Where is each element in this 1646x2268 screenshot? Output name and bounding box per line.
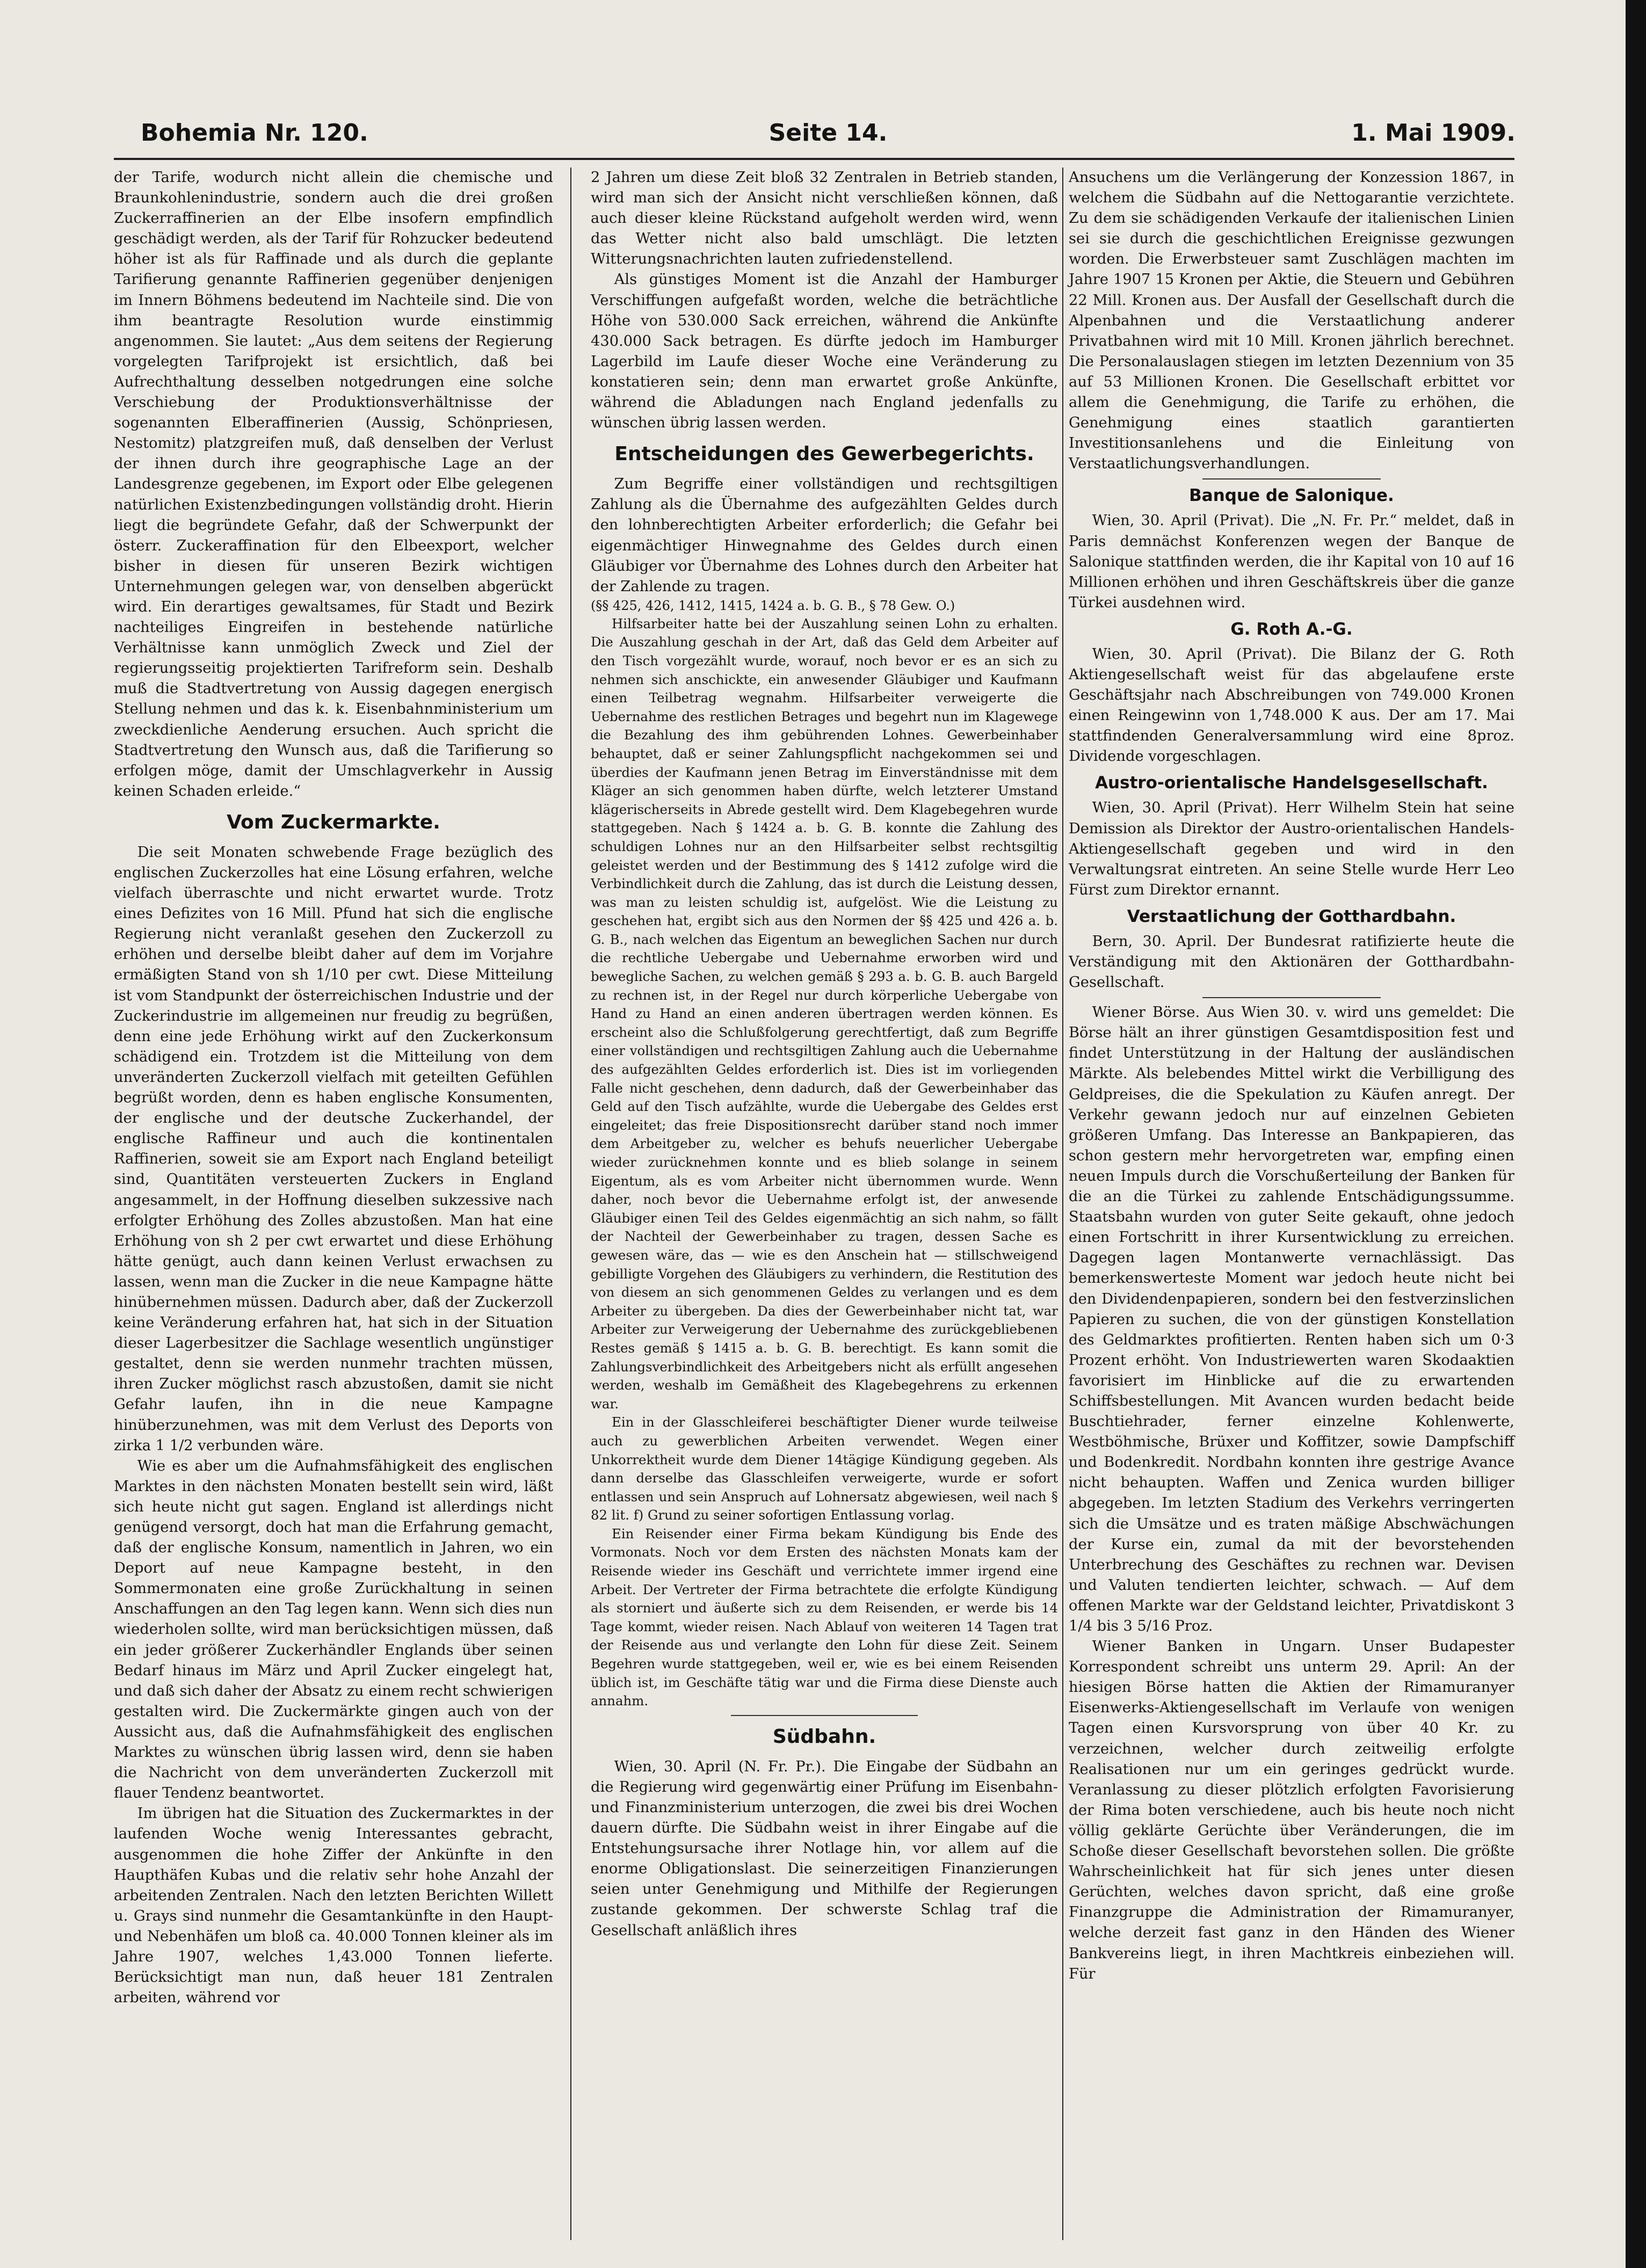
- court-cases: [591, 615, 1058, 1711]
- header-publication: Bohemia Nr. 120.: [141, 119, 368, 147]
- article-text: Wien, 30. April (N. Fr. Pr.). Die Eingabe der Südbahn an die Regierung wird gegenwärtig einer Prüfung im Eisenbahn- und Finanzministerium unterzogen, die zwei bis drei Wochen dauern dürfte. Die Südbahn weist in ihrer Eingabe auf die Entstehungsursache ihrer Notlage hin, vor allem auf die enorme Obligationslast. Die seinerzeitigen Finanzierungen seien unter Genehmigung und Mithilfe der Regierungen zustande gekommen. Der schwerste Schlag traf die Gesellschaft anläßlich ihres: [591, 1758, 1058, 1939]
- headline-austro-orientalische: Austro-orientalische Handelsgesellschaft.: [1095, 773, 1488, 793]
- column-1: [114, 168, 553, 2008]
- article-text: 2 Jahren um diese Zeit bloß 32 Zentralen in Betrieb standen, wird man sich der Ansicht nicht verschließen können, daß auch dieser kleine Rückstand aufgeholt werden wird, wenn das Wetter nicht also bald umschlägt. Die letzten Witterungsnachrichten lauten zufriedenstellend.: [591, 169, 1058, 268]
- article-text: Ein in der Glasschleiferei beschäftigter Diener wurde teilweise auch zu gewerblichen Arbeiten verwendet. Wegen einer Unkorrektheit wurde dem Diener 14tägige Kündigung gegeben. Als dann derselbe das Glasschleifen verweigerte, wurde er sofort entlassen und sein Anspruch auf Lohnersatz abgewiesen, weil nach § 82 lit. f) Grund zu seiner sofortigen Entlassung vorlag.: [591, 1414, 1058, 1523]
- section-divider: [731, 1715, 918, 1716]
- headline-zuckermarkt: Vom Zuckermarkte.: [227, 811, 440, 833]
- column-rule-1: [570, 168, 571, 2240]
- column-rule-2: [1062, 168, 1063, 2240]
- legal-reference: (§§ 425, 426, 1412, 1415, 1424 a. b. G. B., § 78 Gew. O.): [591, 598, 955, 613]
- article-text: Wien, 30. April (Privat). Herr Wilhelm Stein hat seine Demission als Direktor der Austro-orientalischen Handels-Aktiengesellschaft gegeben und wird in den Verwaltungsrat eintreten. An seine Stelle wurde Herr Leo Fürst zum Direktor ernannt.: [1069, 799, 1514, 898]
- article-lead: Zum Begriffe einer vollständigen und rechtsgiltigen Zahlung als die Übernahme des aufgezählten Geldes durch den lohnberechtigten Arbeiter erforderlich; die Gefahr bei eigenmächtiger Hinwegnahme des Geldes durch einen Gläubiger vor Übernahme des Lohnes durch den Arbeiter hat der Zahlende zu tragen.: [591, 476, 1058, 595]
- section-divider: [1202, 478, 1381, 479]
- article-text: Wien, 30. April (Privat). Die „N. Fr. Pr.“ meldet, daß in Paris demnächst Konferenzen wegen der Banque de Salonique stattfinden werden, die ihr Kapital von 10 auf 16 Millionen erhöhen und ihren Geschäftskreis über die ganze Türkei ausdehnen wird.: [1069, 512, 1514, 611]
- article-text: Ansuchens um die Verlängerung der Konzession 1867, in welchem die Südbahn auf die Nettogarantie verzichtete. Zu dem sie schädigenden Verkaufe der italienischen Linien sei sie durch die geschichtlichen Ereignisse gezwungen worden. Die Erwerbsteuer samt Zuschlägen machten im Jahre 1907 15 Kronen per Aktie, die Steuern und Gebühren 22 Mill. Kronen aus. Der Ausfall der Gesellschaft durch die Alpenbahnen und die Verstaatlichung anderer Privatbahnen wird mit 10 Mill. Kronen jährlich berechnet. Die Personalauslagen stiegen im letzten Dezennium von 35 auf 53 Millionen Kronen. Die Gesellschaft erbittet vor allem die Genehmigung, die Tarife zu erhöhen, die Genehmigung eines staatlich garantierten Investitionsanlehens und die Einleitung von Verstaatlichungsverhandlungen.: [1069, 169, 1514, 473]
- headline-gotthardbahn: Verstaatlichung der Gotthardbahn.: [1127, 906, 1456, 926]
- header-date: 1. Mai 1909.: [1351, 119, 1516, 147]
- article-text: Ein Reisender einer Firma bekam Kündigung bis Ende des Vormonats. Noch vor dem Ersten des nächsten Monats kam der Reisende wieder ins Geschäft und verrichtete immer irgend eine Arbeit. Der Vertreter der Firma betrachtete die erfolgte Kündigung als storniert und äußerte sich zu dem Reisenden, er werde bis 14 Tage kommt, wieder reisen. Nach Ablauf von weiteren 14 Tagen trat der Reisende aus und verlangte den Lohn für diese Zeit. Seinem Begehren wurde stattgegeben, weil er, wie es bei einem Reisenden üblich ist, im Geschäfte tätig war und die Firma diese Dienste auch annahm.: [591, 1525, 1058, 1709]
- column-3: [1069, 168, 1514, 1985]
- section-divider: [1202, 997, 1381, 998]
- article-text: der Tarife, wodurch nicht allein die chemische und Braunkohlenindustrie, sondern auch die drei großen Zuckerraffinerien an der Elbe insofern empfindlich geschädigt werden, als der Tarif für Rohzucker bedeutend höher ist als für Raffinade und als durch die geplante Tarifierung genannte Raffinerien gegenüber denjenigen im Innern Böhmens bedeutend im Nachteile sind. Die von ihm beantragte Resolution wurde einstimmig angenommen. Sie lautet: „Aus dem seitens der Regierung vorgelegten Tarifprojekt ist ersichtlich, daß bei Aufrechthaltung desselben notgedrungen eine solche Verschiebung der Produktionsverhältnisse der sogenannten Elberaffinerien (Aussig, Schönpriesen, Nestomitz) platzgreifen muß, daß denselben der Verlust der ihnen durch ihre geographische Lage an der Landesgrenze gegebenen, im Export oder Elbe gelegenen natürlichen Existenzbedingungen vollständig droht. Hierin liegt die begründete Gefahr, daß der Schwerpunkt der österr. Zuckeraffination für den Elbeexport, welcher bisher in diesen für unseren Bezirk wichtigen Unternehmungen gelegen war, von denselben abgerückt wird. Ein derartiges gewaltsames, für Stadt und Bezirk nachteiliges Eingreifen in bestehende natürliche Verhältnisse kann unmöglich Zweck und Ziel der regierungsseitig projektierten Tarifreform sein. Deshalb muß die Stadtvertretung von Aussig dagegen energisch Stellung nehmen und das k. k. Eisenbahnministerium um zweckdienliche Aenderung ersuchen. Auch spricht die Stadtvertretung den Wunsch aus, daß die Tarifierung so erfolgen möge, damit der Umschlagverkehr in Aussig keinen Schaden erleide.“: [114, 169, 553, 799]
- header-page-number: Seite 14.: [768, 119, 888, 147]
- headline-banque-salonique: Banque de Salonique.: [1189, 486, 1394, 506]
- page-header: [141, 119, 1516, 151]
- article-text: Hilfsarbeiter hatte bei der Auszahlung seinen Lohn zu erhalten. Die Auszahlung geschah in der Art, daß das Geld dem Arbeiter auf den Tisch vorgezählt wurde, worauf, noch bevor er es an sich zu nehmen sich anschickte, ein anwesender Gläubiger und Kaufmann einen Teilbetrag wegnahm. Hilfsarbeiter verweigerte die Uebernahme des restlichen Betrages und begehrt nun im Klagewege die Bezahlung des ihm gebührenden Lohnes. Gewerbeinhaber behauptet, daß er seiner Zahlungspflicht nachgekommen sei und überdies der Kaufmann jenen Betrag im Einverständnisse mit dem Kläger an sich genommen haben dürfte, welch letzterer Umstand klägerischerseits in Abrede gestellt wird. Dem Klagebegehren wurde stattgegeben. Nach § 1424 a. b. G. B. konnte die Zahlung des schuldigen Lohnes nur an den Hilfsarbeiter selbst rechtsgiltig geleistet werden und der Bestimmung des § 1412 zufolge wird die Verbindlichkeit durch die Zahlung, das ist durch die Leistung dessen, was man zu leisten schuldig ist, aufgelöst. Wie die Leistung zu geschehen hat, ergibt sich aus den Normen der §§ 425 und 426 a. b. G. B., nach welchen das Eigentum an beweglichen Sachen nur durch die rechtliche Uebergabe und Uebernahme erworben wird und bewegliche Sachen, zu welchen gemäß § 293 a. b. G. B. auch Bargeld zu rechnen ist, in der Regel nur durch körperliche Uebergabe von Hand zu Hand an einen anderen übertragen werden können. Es erscheint also die Schlußfolgerung gerechtfertigt, daß zum Begriffe einer vollständigen und rechtsgiltigen Zahlung auch die Uebernahme des aufgezählten Geldes erforderlich ist. Dies ist im vorliegenden Falle nicht geschehen, denn dadurch, daß der Gewerbeinhaber das Geld auf den Tisch aufzählte, wurde die Uebergabe des Geldes erst eingeleitet; das freie Dispositionsrecht darüber stand noch immer dem Arbeitgeber zu, welcher es behufs neuerlicher Uebergabe wieder zurücknehmen konnte und es blieb solange in seinem Eigentum, als es vom Arbeiter nicht übernommen wurde. Wenn daher, noch bevor die Uebernahme erfolgt ist, der anwesende Gläubiger einen Teil des Geldes eigenmächtig an sich nahm, so fällt der Nachteil der Gewerbeinhaber zu tragen, dessen Sache es gewesen wäre, das — wie es den Anschein hat — stillschweigend gebilligte Vorgehen des Gläubigers zu verhindern, die Restitution des von diesem an sich genommenen Geldes zu verlangen und es dem Arbeiter zu übergeben. Da dies der Gewerbeinhaber nicht tat, war Arbeiter zur Verweigerung der Uebernahme des zurückgebliebenen Restes gemäß § 1415 a. b. G. B. berechtigt. Es kann somit die Zahlungsverbindlichkeit des Arbeitgebers nicht als erfüllt angesehen werden, weshalb im Gemäßheit des Klagebegehrens zu erkennen war.: [591, 615, 1058, 1412]
- column-2: [591, 168, 1058, 1941]
- headline-roth: G. Roth A.-G.: [1230, 619, 1353, 639]
- article-banken-ungarn: Wiener Banken in Ungarn. Unser Budapester Korrespondent schreibt uns unterm 29. April: An der hiesigen Börse hatten die Aktien der Rimamuranyer Eisenwerks-Aktiengesellschaft im Verlaufe von wenigen Tagen einen Kursvorsprung von über 40 Kr. zu verzeichnen, welcher durch zeitweilig erfolgte Realisationen nur um ein geringes gedrückt wurde. Veranlassung zu dieser plötzlich erfolgten Favorisierung der Rima boten verschiedene, auch bis heute noch nicht völlig geklärte Gerüchte über Veränderungen, die im Schoße dieser Gesellschaft bevorstehen sollen. Die größte Wahrscheinlichkeit hat für sich jenes unter diesen Gerüchten, welches davon spricht, daß eine große Finanzgruppe die Administration der Rimamuranyer, welche derzeit fast ganz in den Händen des Wiener Bankvereins liegt, in ihren Machtkreis einbeziehen will. Für: [1069, 1638, 1514, 1982]
- headline-gewerbegericht: Entscheidungen des Gewerbegerichts.: [614, 443, 1034, 466]
- article-text: Die seit Monaten schwebende Frage bezüglich des englischen Zuckerzolles hat eine Lösung erfahren, welche vielfach überraschte und nicht erwartet wurde. Trotz eines Defizites von 16 Mill. Pfund hat sich die englische Regierung nicht veranlaßt gesehen den Zuckerzoll zu erhöhen und derselbe bleibt daher auf dem im Vorjahre ermäßigten Stand von sh 1/10 per cwt. Diese Mitteilung ist vom Standpunkt der österreichischen Industrie und der Zuckerindustrie im allgemeinen nur freudig zu begrüßen, denn eine jede Erhöhung wirkt auf den Zuckerkonsum schädigend ein. Trotzdem ist die Mitteilung von dem unveränderten Zuckerzoll vielfach mit geteilten Gefühlen begrüßt worden, denn es haben englische Konsumenten, der englische und der deutsche Zuckerhandel, der englische Raffineur und auch die kontinentalen Raffinerien, soweit sie am Export nach England beteiligt sind, Quantitäten versteuerten Zuckers in England angesammelt, in der Hoffnung dieselben sukzessive nach erfolgter Erhöhung des Zolles abzustoßen. Man hat eine Erhöhung von sh 2 per cwt erwartet und diese Erhöhung hätte genügt, auch dann keinen Verlust erwachsen zu lassen, wenn man die Zucker in die neue Kampagne hätte hinübernehmen müssen. Dadurch aber, daß der Zuckerzoll keine Veränderung erfahren hat, hat sich in der Situation dieser Lagerbesitzer die Sachlage wesentlich ungünstiger gestaltet, denn sie werden nunmehr trachten müssen, ihren Zucker möglichst rasch abzustoßen, damit sie nicht Gefahr laufen, ihn in die neue Kampagne hinüberzunehmen, was mit dem Verlust des Deports von zirka 1 1/2 verbunden wäre.: [114, 844, 553, 1454]
- header-rule: [114, 158, 1514, 160]
- scan-dark-edge: [1626, 0, 1646, 2268]
- article-text: Bern, 30. April. Der Bundesrat ratifizierte heute die Verständigung mit den Aktionären der Gotthardbahn-Gesellschaft.: [1069, 933, 1514, 991]
- article-text: Im übrigen hat die Situation des Zuckermarktes in der laufenden Woche wenig Interessantes gebracht, ausgenommen die hohe Ziffer der Ankünfte in den Haupthäfen Kubas und die relativ sehr hohe Anzahl der arbeitenden Zentralen. Nach den letzten Berichten Willett u. Grays sind nunmehr die Gesamtankünfte in den Haupt- und Nebenhäfen um bloß ca. 40.000 Tonnen kleiner als im Jahre 1907, welches 1,43.000 Tonnen lieferte. Berücksichtigt man nun, daß heuer 181 Zentralen arbeiten, während vor: [114, 1805, 553, 2007]
- article-boerse: Wiener Börse. Aus Wien 30. v. wird uns gemeldet: Die Börse hält an ihrer günstigen Gesamtdisposition fest und findet Unterstützung in der Haltung der ausländischen Märkte. Als belebendes Mittel wirkt die Verbilligung des Geldpreises, die die Spekulation zu Käufen anregt. Der Verkehr gewann jedoch nur auf einzelnen Gebieten größeren Umfang. Das Interesse an Bankpapieren, das schon gestern mehr hervorgetreten war, empfing einen neuen Impuls durch die Vorschußerteilung der Banken für die an die Türkei zu zahlende Entschädigungssumme. Staatsbahn wurden von guter Seite gekauft, ohne jedoch einen Fortschritt in ihrer Kursentwicklung zu erreichen. Dagegen lagen Montanwerte vernachlässigt. Das bemerkenswerteste Moment war jedoch heute nicht bei den Dividendenpapieren, sondern bei den festverzinslichen Papieren zu suchen, die von der günstigen Konstellation des Geldmarktes profitierten. Renten haben sich um 0·3 Prozent erhöht. Von Industriewerten waren Skodaaktien favorisiert im Hinblicke auf die zu erwartenden Schiffsbestellungen. Mit Avancen wurden bedacht beide Buschtiehrader, ferner einzelne Kohlenwerte, Westböhmische, Brüxer und Koffitzer, sowie Dampfschiff und Bodenkredit. Nordbahn konnten ihre gestrige Avance nicht behaupten. Waffen und Zenica wurden billiger abgegeben. Im letzten Stadium des Verkehrs verringerten sich die Umsätze und es traten mäßige Abschwächungen der Kurse ein, zumal da mit der bevorstehenden Unterbrechung des Geschäftes zu rechnen war. Devisen und Valuten tendierten leichter, schwach. — Auf dem offenen Markte war der Geldstand leichter, Privatdiskont 3 1/4 bis 3 5/16 Proz.: [1069, 1004, 1514, 1634]
- article-text: Wie es aber um die Aufnahmsfähigkeit des englischen Marktes in den nächsten Monaten bestellt sein wird, läßt sich heute nicht gut sagen. England ist allerdings nicht genügend versorgt, doch hat man die Erfahrung gemacht, daß der englische Konsum, namentlich in Jahren, wo ein Deport auf neue Kampagne besteht, in den Sommermonaten eine große Zurückhaltung in seinen Anschaffungen an den Tag legen kann. Wenn sich dies nun wiederholen sollte, wird man berücksichtigen müssen, daß ein jeder größerer Zuckerhändler Englands über seinen Bedarf hinaus im März und April Zucker eingelegt hat, und daß sich daher der Absatz zu einem recht schwierigen gestalten wird. Die Zuckermärkte gingen auch von der Aussicht aus, daß die Aufnahmsfähigkeit des englischen Marktes zu wünschen übrig lassen wird, denn sie haben die Nachricht von dem unveränderten Zuckerzoll mit flauer Tendenz beantwortet.: [114, 1457, 554, 1802]
- article-text: Als günstiges Moment ist die Anzahl der Hamburger Verschiffungen aufgefaßt worden, welche die beträchtliche Höhe von 530.000 Sack erreichen, während die Ankünfte 430.000 Sack betragen. Es dürfte jedoch im Hamburger Lagerbild im Laufe dieser Woche eine Veränderung zu konstatieren sein; denn man erwartet große Ankünfte, während die Abladungen nach England jedenfalls zu wünschen übrig lassen werden.: [591, 271, 1058, 432]
- article-text: Wien, 30. April (Privat). Die Bilanz der G. Roth Aktiengesellschaft weist für das abgelaufene erste Geschäftsjahr nach Abschreibungen von 749.000 Kronen einen Reingewinn von 1,748.000 K aus. Der am 17. Mai stattfindenden Generalversammlung wird eine 8proz. Dividende vorgeschlagen.: [1069, 645, 1514, 765]
- headline-suedbahn: Südbahn.: [772, 1725, 876, 1748]
